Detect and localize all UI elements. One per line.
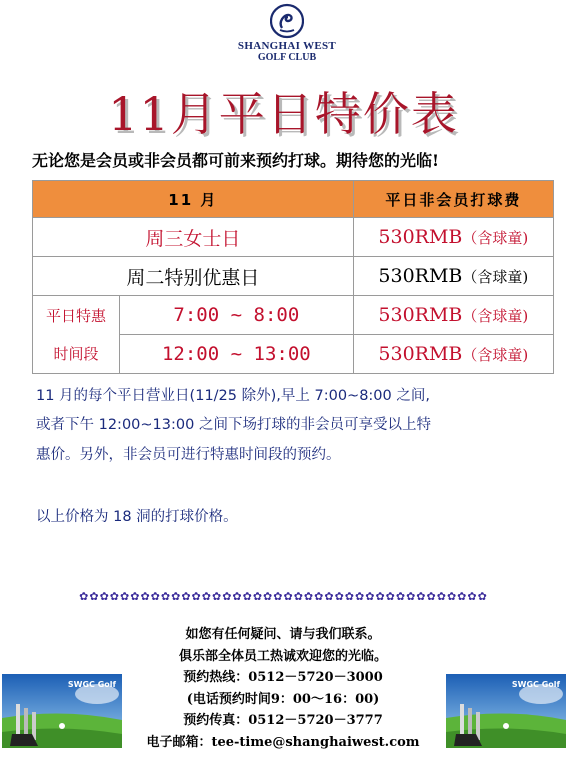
reservation-fax: 预约传真：0512－5720－3777: [183, 713, 383, 728]
flower-divider: ✿✿✿✿✿✿✿✿✿✿✿✿✿✿✿✿✿✿✿✿✿✿✿✿✿✿✿✿✿✿✿✿✿✿✿✿✿✿✿✿: [79, 590, 488, 603]
row-price: 530RMB: [378, 226, 463, 248]
row-price: 530RMB: [378, 265, 463, 287]
golf-photo-right: [446, 674, 566, 748]
contact-line-2: 俱乐部全体员工热诚欢迎您的光临。: [178, 648, 387, 664]
photo-caption: SWGC Golf: [511, 680, 560, 689]
row-price-cell: [353, 296, 553, 335]
photo-caption: SWGC Golf: [67, 680, 116, 689]
row-note: （含球童): [462, 307, 529, 325]
slot-time: [120, 296, 354, 335]
row-price: 530RMB: [378, 343, 463, 365]
special-label-line1: 平日特惠: [45, 306, 106, 325]
slot-end: 13:00: [253, 343, 311, 365]
body-line-3: 惠价。另外，非会员可进行特惠时间段的预约。: [36, 447, 341, 463]
reservation-hotline: 预约热线：0512－5720－3000: [183, 670, 383, 685]
header-fee: 平日非会员打球费: [353, 181, 553, 218]
body-line-2: 或者下午 12:00~13:00 之间下场打球的非会员可享受以上特: [36, 417, 431, 433]
price-table: [32, 180, 554, 374]
slot-time: [120, 335, 354, 374]
body-line-1: 11 月的每个平日营业日(11/25 除外),早上 7:00~8:00 之间,: [36, 388, 430, 404]
row-note: （含球童): [462, 229, 529, 247]
slot-start: 7:00: [173, 304, 220, 326]
row-day-label: 周三女士日: [33, 218, 354, 257]
contact-email: 电子邮箱：tee-time@shanghaiwest.com: [146, 734, 420, 750]
row-price-cell: [353, 257, 553, 296]
table-header-row: [33, 181, 554, 218]
body-line-4: 以上价格为 18 洞的打球价格。: [36, 509, 238, 525]
row-note: （含球童): [462, 346, 529, 364]
row-price-cell: [353, 218, 553, 257]
slot-tilde: ~: [230, 304, 243, 326]
table-row: [33, 257, 554, 296]
special-label-line2: 时间段: [53, 344, 99, 363]
row-day-label: 周二特别优惠日: [33, 257, 354, 296]
row-price: 530RMB: [378, 304, 463, 326]
reservation-hours: (电话预约时间9：00～16：00): [186, 691, 380, 707]
special-time-label: [33, 296, 120, 374]
table-row: [33, 218, 554, 257]
row-note: （含球童): [462, 268, 529, 286]
slot-end: 8:00: [253, 304, 300, 326]
golf-photo-left: [2, 674, 122, 748]
page-title: 11月平日特价表: [108, 87, 459, 141]
swan-emblem-icon: [270, 2, 304, 40]
logo-text-line2: GOLF CLUB: [257, 52, 317, 63]
intro-text: 无论您是会员或非会员都可前来预约打球。期待您的光临!: [32, 151, 440, 170]
header-month: 11 月: [33, 181, 354, 218]
contact-line-1: 如您有任何疑问、请与我们联系。: [185, 627, 381, 642]
slot-tilde: ~: [230, 343, 243, 365]
club-logo: [228, 2, 346, 68]
slot-start: 12:00: [161, 343, 220, 365]
row-price-cell: [353, 335, 553, 374]
logo-text-line1: SHANGHAI WEST: [237, 40, 337, 52]
table-row: [33, 296, 554, 335]
contact-block: [128, 624, 438, 753]
